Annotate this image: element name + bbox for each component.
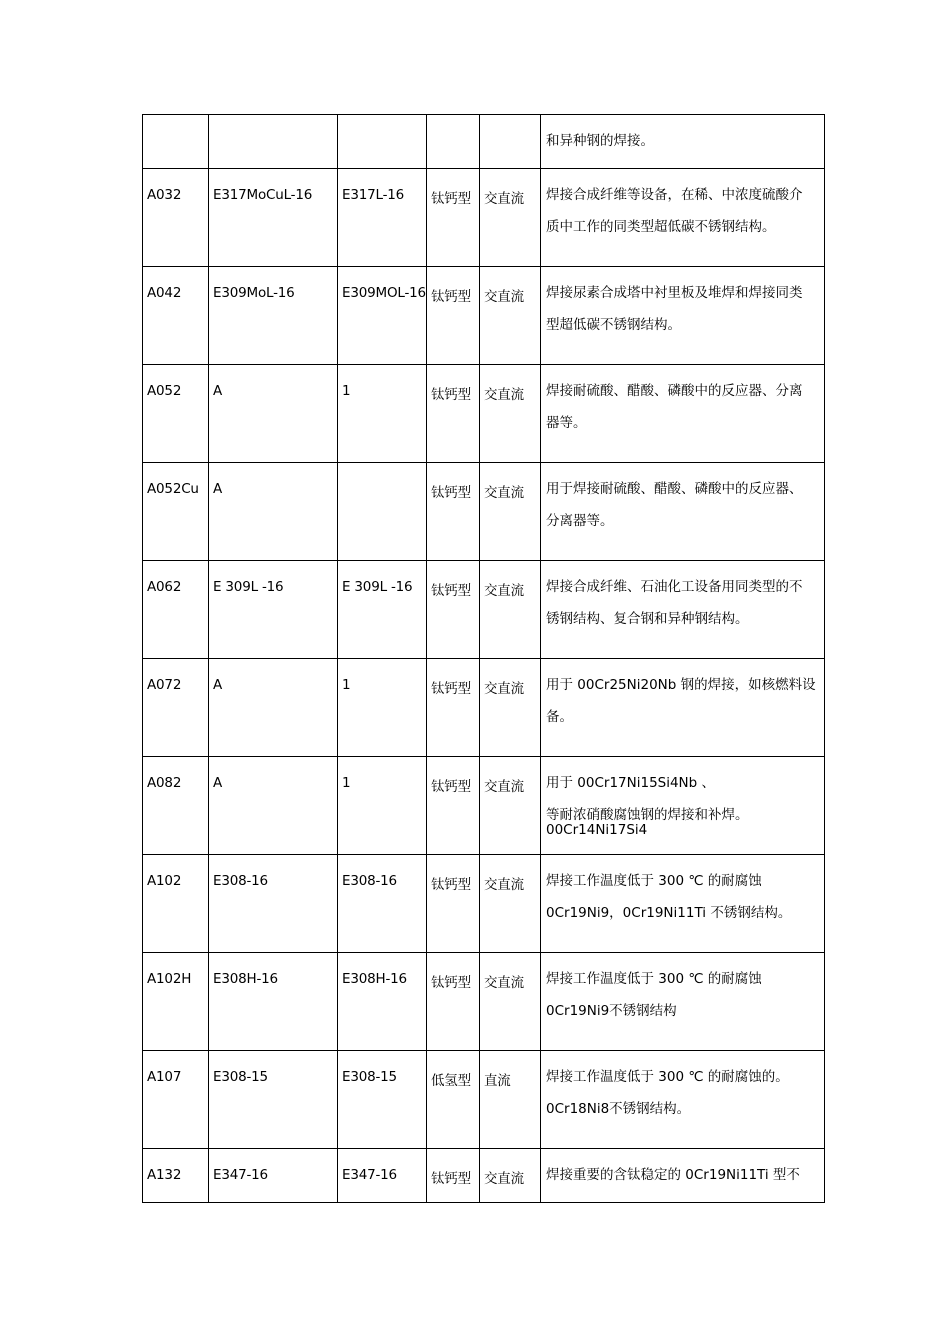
table-row [143,561,825,659]
current-type-cell: 交直流 [480,169,541,267]
aws-model-cell [338,463,427,561]
gb-model-cell: A [209,659,338,757]
coating-type-cell: 钛钙型 [427,953,480,1051]
aws-model-cell: E 309L -16 [338,561,427,659]
description-cell [541,169,825,267]
table-body [143,115,825,1203]
current-type-cell: 交直流 [480,267,541,365]
description-line: 锈钢结构、复合钢和异种钢结构。 [546,611,749,627]
grade-cell: A062 [143,561,209,659]
table-row [143,365,825,463]
coating-type-cell: 低氢型 [427,1051,480,1149]
description-cell [541,267,825,365]
description-line: 焊接工作温度低于 300 ℃ 的耐腐蚀 [546,971,762,987]
gb-model-cell: E347-16 [209,1149,338,1203]
description-line: 备。 [546,709,573,725]
gb-model-cell: E308H-16 [209,953,338,1051]
table-row [143,855,825,953]
current-type-cell: 交直流 [480,953,541,1051]
description-cell [541,757,825,855]
description-line: 型超低碳不锈钢结构。 [546,317,681,333]
coating-type-cell: 钛钙型 [427,561,480,659]
aws-model-cell: 1 [338,757,427,855]
aws-model-cell: E309MOL-16 [338,267,427,365]
description-cell [541,659,825,757]
coating-type-cell: 钛钙型 [427,659,480,757]
grade-cell: A132 [143,1149,209,1203]
current-type-cell: 直流 [480,1051,541,1149]
grade-cell: A082 [143,757,209,855]
description-line: 焊接耐硫酸、醋酸、磷酸中的反应器、分离 [546,383,803,399]
current-type-cell [480,115,541,169]
gb-model-cell: E309MoL-16 [209,267,338,365]
gb-model-cell [209,115,338,169]
description-cell [541,115,825,169]
description-cell [541,1149,825,1203]
coating-type-cell: 钛钙型 [427,169,480,267]
grade-cell: A042 [143,267,209,365]
gb-model-cell: E308-15 [209,1051,338,1149]
description-line: 器等。 [546,415,587,431]
description-line: 0Cr19Ni9不锈钢结构 [546,1003,677,1019]
coating-type-cell: 钛钙型 [427,365,480,463]
grade-cell: A102 [143,855,209,953]
gb-model-cell: A [209,463,338,561]
gb-model-cell: E 309L -16 [209,561,338,659]
grade-cell: A032 [143,169,209,267]
description-cell [541,365,825,463]
aws-model-cell: 1 [338,365,427,463]
description-cell [541,855,825,953]
aws-model-cell: 1 [338,659,427,757]
coating-type-cell [427,115,480,169]
description-line: 用于 00Cr17Ni15Si4Nb 、 00Cr14Ni17Si4 [546,775,716,838]
aws-model-cell [338,115,427,169]
current-type-cell: 交直流 [480,365,541,463]
table-row [143,1051,825,1149]
aws-model-cell: E308H-16 [338,953,427,1051]
table-row [143,659,825,757]
aws-model-cell: E347-16 [338,1149,427,1203]
description-line: 焊接工作温度低于 300 ℃ 的耐腐蚀的。 [546,1069,789,1085]
description-line: 质中工作的同类型超低碳不锈钢结构。 [546,219,776,235]
table-row [143,1149,825,1203]
description-line: 焊接工作温度低于 300 ℃ 的耐腐蚀 [546,873,762,889]
coating-type-cell: 钛钙型 [427,267,480,365]
grade-cell: A072 [143,659,209,757]
grade-cell: A107 [143,1051,209,1149]
description-line: 0Cr18Ni8不锈钢结构。 [546,1101,691,1117]
table-row [143,267,825,365]
description-line: 焊接合成纤维、石油化工设备用同类型的不 [546,579,803,595]
current-type-cell: 交直流 [480,463,541,561]
coating-type-cell: 钛钙型 [427,1149,480,1203]
description-cell [541,953,825,1051]
coating-type-cell: 钛钙型 [427,757,480,855]
aws-model-cell: E317L-16 [338,169,427,267]
table-row [143,169,825,267]
description-line: 焊接合成纤维等设备，在稀、中浓度硫酸介 [546,187,803,203]
current-type-cell: 交直流 [480,855,541,953]
description-cell [541,463,825,561]
gb-model-cell: A [209,757,338,855]
coating-type-cell: 钛钙型 [427,463,480,561]
description-line: 和异种钢的焊接。 [546,133,654,149]
description-cell [541,1051,825,1149]
grade-cell [143,115,209,169]
grade-cell: A052 [143,365,209,463]
description-cell [541,561,825,659]
description-line: 用于焊接耐硫酸、醋酸、磷酸中的反应器、 [546,481,803,497]
electrode-table [142,114,825,1203]
current-type-cell: 交直流 [480,561,541,659]
description-line: 焊接尿素合成塔中衬里板及堆焊和焊接同类 [546,285,803,301]
gb-model-cell: E317MoCuL-16 [209,169,338,267]
table-row [143,463,825,561]
current-type-cell: 交直流 [480,659,541,757]
table-row [143,115,825,169]
table-row [143,953,825,1051]
description-line: 分离器等。 [546,513,614,529]
description-line: 焊接重要的含钛稳定的 0Cr19Ni11Ti 型不 [546,1167,800,1183]
aws-model-cell: E308-16 [338,855,427,953]
aws-model-cell: E308-15 [338,1051,427,1149]
table-row [143,757,825,855]
gb-model-cell: E308-16 [209,855,338,953]
current-type-cell: 交直流 [480,757,541,855]
grade-cell: A102H [143,953,209,1051]
description-line: 0Cr19Ni9，0Cr19Ni11Ti 不锈钢结构。 [546,905,792,921]
current-type-cell: 交直流 [480,1149,541,1203]
description-line: 等耐浓硝酸腐蚀钢的焊接和补焊。 [546,807,749,823]
gb-model-cell: A [209,365,338,463]
coating-type-cell: 钛钙型 [427,855,480,953]
grade-cell: A052Cu [143,463,209,561]
description-line: 用于 00Cr25Ni20Nb 钢的焊接，如核燃料设 [546,677,816,693]
